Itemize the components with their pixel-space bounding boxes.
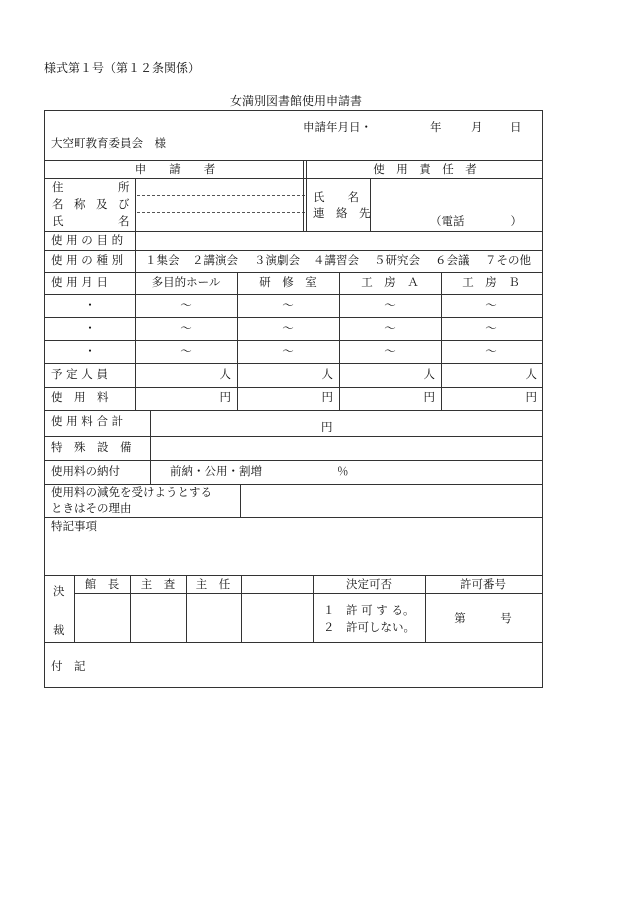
persons-unit: 人: [219, 367, 231, 381]
reduction-label-line1: 使用料の減免を受けようとする: [51, 485, 212, 499]
form-title: 女満別図書館使用申請書: [230, 94, 363, 108]
fee-label: 使 用 料: [51, 390, 109, 404]
room-training: 研 修 室: [259, 275, 317, 289]
payment-percent: ％: [337, 464, 349, 478]
time-tilde: ～: [384, 321, 396, 335]
purpose-label: 使 用 の 目 的: [51, 233, 124, 247]
room-workshop-b: 工 房 Ｂ: [462, 275, 520, 289]
name-label-4: び: [118, 197, 130, 211]
fee-unit: 円: [423, 390, 435, 404]
application-form: [44, 110, 543, 688]
category-option-5: ５研究会: [374, 253, 420, 267]
name-label-2: 称: [74, 197, 86, 211]
decision-label: 決定可否: [346, 577, 392, 591]
name-label-3: 及: [96, 197, 108, 211]
role-chief-examiner: 主 査: [140, 577, 176, 591]
manager-heading: 使 用 責 任 者: [373, 162, 477, 176]
time-tilde: ～: [485, 344, 497, 358]
persons-unit: 人: [423, 367, 435, 381]
permit-number-label: 許可番号: [460, 577, 506, 591]
time-tilde: ～: [485, 298, 497, 312]
person-label-1: 氏: [52, 214, 64, 228]
expected-persons-label: 予 定 人 員: [51, 367, 108, 381]
time-tilde: ～: [282, 298, 294, 312]
manager-contact-label: 連 絡 先: [313, 206, 371, 220]
time-tilde: ～: [180, 344, 192, 358]
name-label-1: 名: [52, 197, 64, 211]
category-option-2: ２講演会: [192, 253, 238, 267]
role-director: 館 長: [84, 577, 120, 591]
time-tilde: ～: [282, 321, 294, 335]
year-label: 年: [430, 120, 442, 134]
applicant-heading: 申 請 者: [134, 162, 216, 176]
time-tilde: ～: [384, 344, 396, 358]
address-label-1: 住: [52, 180, 64, 194]
special-equipment-label: 特 殊 設 備: [51, 440, 132, 454]
category-option-1: １集会: [145, 253, 180, 267]
schedule-label: 使 用 月 日: [51, 275, 108, 289]
form-number: 様式第１号（第１２条関係）: [44, 61, 201, 75]
time-tilde: ～: [180, 321, 192, 335]
day-label: 日: [510, 120, 522, 134]
category-option-4: ４講習会: [313, 253, 359, 267]
category-option-6: ６会議: [435, 253, 470, 267]
date-dot: ・: [84, 344, 96, 358]
fee-total-label: 使 用 料 合 計: [51, 414, 124, 428]
person-label-2: 名: [118, 214, 130, 228]
persons-unit: 人: [525, 367, 537, 381]
payment-label: 使用料の納付: [51, 464, 120, 478]
month-label: 月: [471, 120, 483, 134]
role-supervisor: 主 任: [195, 577, 231, 591]
application-date-label: 申請年月日・: [303, 120, 372, 134]
time-tilde: ～: [282, 344, 294, 358]
kessai-label-bottom: 裁: [53, 623, 65, 637]
room-workshop-a: 工 房 Ａ: [361, 275, 419, 289]
date-dot: ・: [84, 298, 96, 312]
permit-number-value: 第 号: [454, 611, 512, 625]
kessai-label-top: 決: [53, 584, 65, 598]
time-tilde: ～: [180, 298, 192, 312]
manager-name-label: 氏 名: [313, 190, 359, 204]
decision-option-deny: ２ 許可しない。: [323, 620, 415, 634]
fee-unit: 円: [321, 390, 333, 404]
payment-options: 前納・公用・割増: [170, 464, 262, 478]
persons-unit: 人: [321, 367, 333, 381]
appendix-label: 付 記: [51, 659, 86, 673]
time-tilde: ～: [485, 321, 497, 335]
notes-label: 特記事項: [51, 519, 97, 533]
addressee: 大空町教育委員会 様: [51, 136, 166, 150]
category-option-3: ３演劇会: [254, 253, 300, 267]
fee-unit: 円: [219, 390, 231, 404]
time-tilde: ～: [384, 298, 396, 312]
room-multipurpose-hall: 多目的ホール: [151, 275, 221, 289]
fee-unit: 円: [525, 390, 537, 404]
fee-total-unit: 円: [321, 420, 333, 434]
reduction-label-line2: ときはその理由: [51, 501, 132, 515]
category-label: 使 用 の 種 別: [51, 253, 124, 267]
decision-option-approve: １ 許 可 す る。: [323, 603, 415, 617]
category-option-7: ７その他: [485, 253, 531, 267]
date-dot: ・: [84, 321, 96, 335]
address-label-2: 所: [118, 180, 130, 194]
manager-phone: （電話 ）: [430, 214, 522, 228]
